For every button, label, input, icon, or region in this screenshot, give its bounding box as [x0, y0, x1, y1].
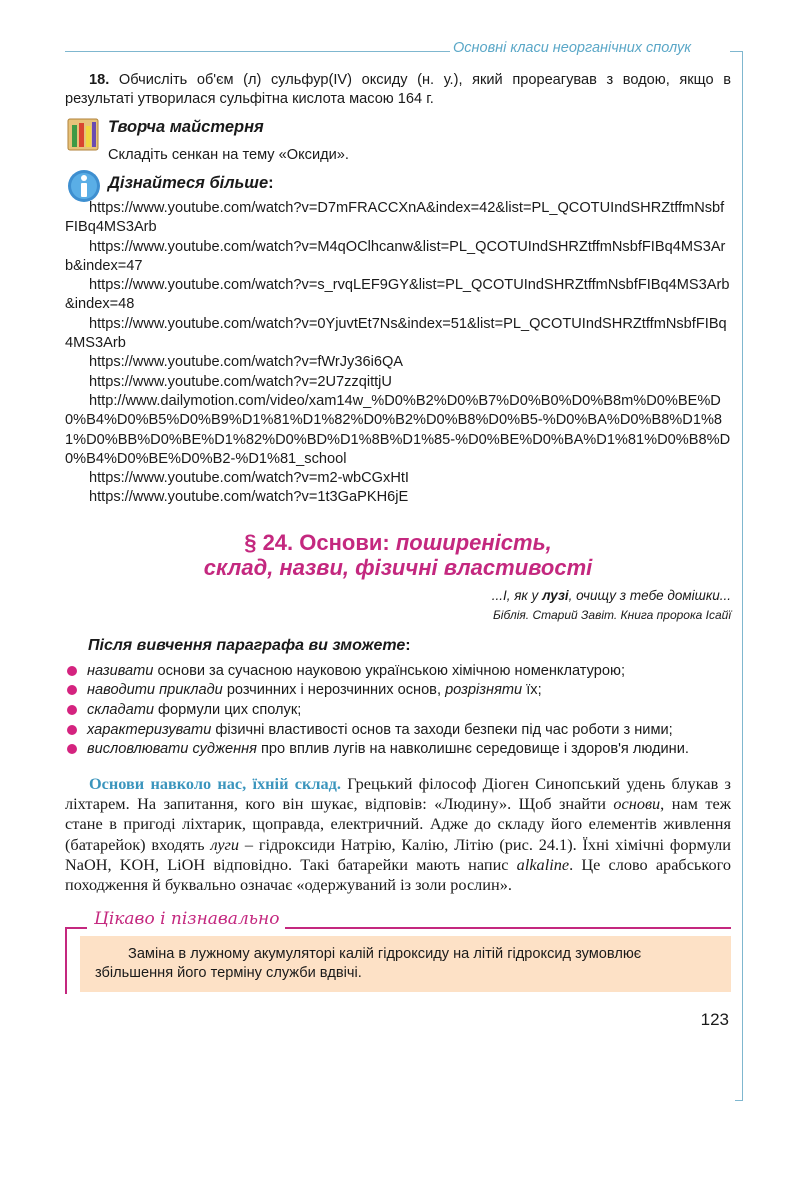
link[interactable]: https://www.youtube.com/watch?v=m2-wbCGxHtI — [89, 470, 409, 487]
bullet-icon — [67, 705, 77, 715]
list-item: складати формули цих сполук; — [65, 701, 731, 721]
page-number-tick — [735, 1100, 743, 1101]
task-18 — [65, 71, 731, 109]
header-rule — [65, 51, 450, 52]
epigraph: ...І, як у лузі, очищу з тебе домішки... Біблія. Старий Завіт. Книга пророка Ісайї — [65, 586, 731, 624]
creative-title: Творча майстерня — [108, 118, 264, 136]
epigraph-source: Біблія. Старий Завіт. Книга пророка Ісайї — [493, 607, 731, 622]
callout-rule — [285, 927, 731, 929]
goals-list — [65, 662, 731, 760]
running-title: Основні класи неорганічних сполук — [453, 40, 692, 56]
task-number: 18. — [89, 72, 110, 88]
page-number: 123 — [700, 1009, 729, 1029]
link[interactable]: https://www.youtube.com/watch?v=s_rvqLEF9GY&list=PL_QCOTUIndSHRZtffmNsbfFIBq4MS3Arb&index=48 — [65, 277, 730, 313]
page-content — [65, 71, 731, 1030]
link[interactable]: http://www.dailymotion.com/video/xam14w_%D0%B2%D0%B7%D0%B0%D0%B8m%D0%BE%D0%B4%D0%B5%D0%B9%D1%81%D1%82%D0%B2%D0%B8%D0%B5-%D0%BA%D0%B8%D1%81%D0%BB%D0%BE%D1%82%D0%BD%D1%8B%D1%85-%D0%BE%D0%BA%D1%81%D0%B8%D0%B4%D0%BE%D0%B2-%D1%81_school — [65, 392, 731, 467]
callout — [65, 908, 731, 994]
link[interactable]: https://www.youtube.com/watch?v=0YjuvtEt7Ns&index=51&list=PL_QCOTUIndSHRZtffmNsbfFIBq4MS3Arb — [65, 315, 727, 352]
callout-border — [65, 927, 67, 994]
links-list — [65, 199, 731, 508]
palette-icon — [67, 117, 99, 156]
list-item: називати основи за сучасною науковою українською хімічною номенклатурою; — [65, 662, 731, 682]
callout-rule-left — [65, 927, 87, 929]
body-paragraph: Основи навколо нас, їхній склад. Грецький філософ Діоген Синопський удень блукав з ліхтарем. На запитання, кого він шукає, відповів: «Людину». Щоб знайти основи, нам теж стане в пригоді ліхтарик, щоправда, електричний. Адже до складу його елементів живлення (батарейок) входять луги – гідроксиди Натрію, Калію, Літію (рис. 24.1). Їхні хімічні формули NaOH, KOH, LiOH відповідно. Такі батарейки мають напис alkaline. Це слово арабського походження й буквально означає «одержуваний із золи рослин». — [65, 773, 732, 895]
info-icon — [67, 169, 101, 208]
callout-title: Цікаво і пізнавально — [94, 908, 285, 930]
learn-more-title: Дізнайтеся більше: — [108, 174, 274, 192]
bullet-icon — [67, 725, 77, 735]
link[interactable]: https://www.youtube.com/watch?v=M4qOClhcanw&list=PL_QCOTUIndSHRZtffmNsbfFIBq4MS3Arb&index=47 — [65, 238, 726, 274]
link[interactable]: https://www.youtube.com/watch?v=D7mFRACCXnA&index=42&list=PL_QCOTUIndSHRZtffmNsbfFIBq4MS3Arb — [65, 200, 725, 236]
goals-heading: Після вивчення параграфа ви зможете: — [88, 636, 411, 654]
list-item: висловлювати судження про вплив лугів на навколишнє середовище і здоров'я людини. — [65, 740, 731, 760]
creative-section — [65, 117, 731, 165]
link[interactable]: https://www.youtube.com/watch?v=1t3GaPKH6jE — [89, 489, 409, 506]
creative-text: Складіть сенкан на тему «Оксиди». — [108, 147, 349, 163]
task-text: Обчисліть об'єм (л) сульфур(IV) оксиду (н. у.), який прореагував з водою, якщо в результаті утворилася сульфітна кислота масою 164 г. — [65, 72, 731, 107]
link[interactable]: https://www.youtube.com/watch?v=fWrJy36i6QA — [89, 354, 404, 371]
list-item: характеризувати фізичні властивості основ та заходи безпеки під час роботи з ними; — [65, 721, 731, 741]
callout-box — [80, 936, 731, 992]
section-title: § 24. Основи: поширеність, склад, назви, фізичні властивості — [203, 529, 593, 580]
learn-more-section — [65, 173, 731, 193]
callout-text-line: Заміна в лужному акумуляторі калій гідроксиду на літій гідроксид зумовлює — [128, 945, 642, 962]
bullet-icon — [67, 744, 77, 754]
callout-text-line: збільшення його терміну служби вдвічі. — [95, 964, 362, 981]
bullet-icon — [67, 685, 77, 695]
link[interactable]: https://www.youtube.com/watch?v=2U7zzqittjU — [89, 373, 392, 390]
page-border-right — [742, 51, 743, 1101]
list-item: наводити приклади розчинних і нерозчинних основ, розрізняти їх; — [65, 681, 731, 701]
header-rule-end — [730, 51, 742, 52]
bullet-icon — [67, 666, 77, 676]
